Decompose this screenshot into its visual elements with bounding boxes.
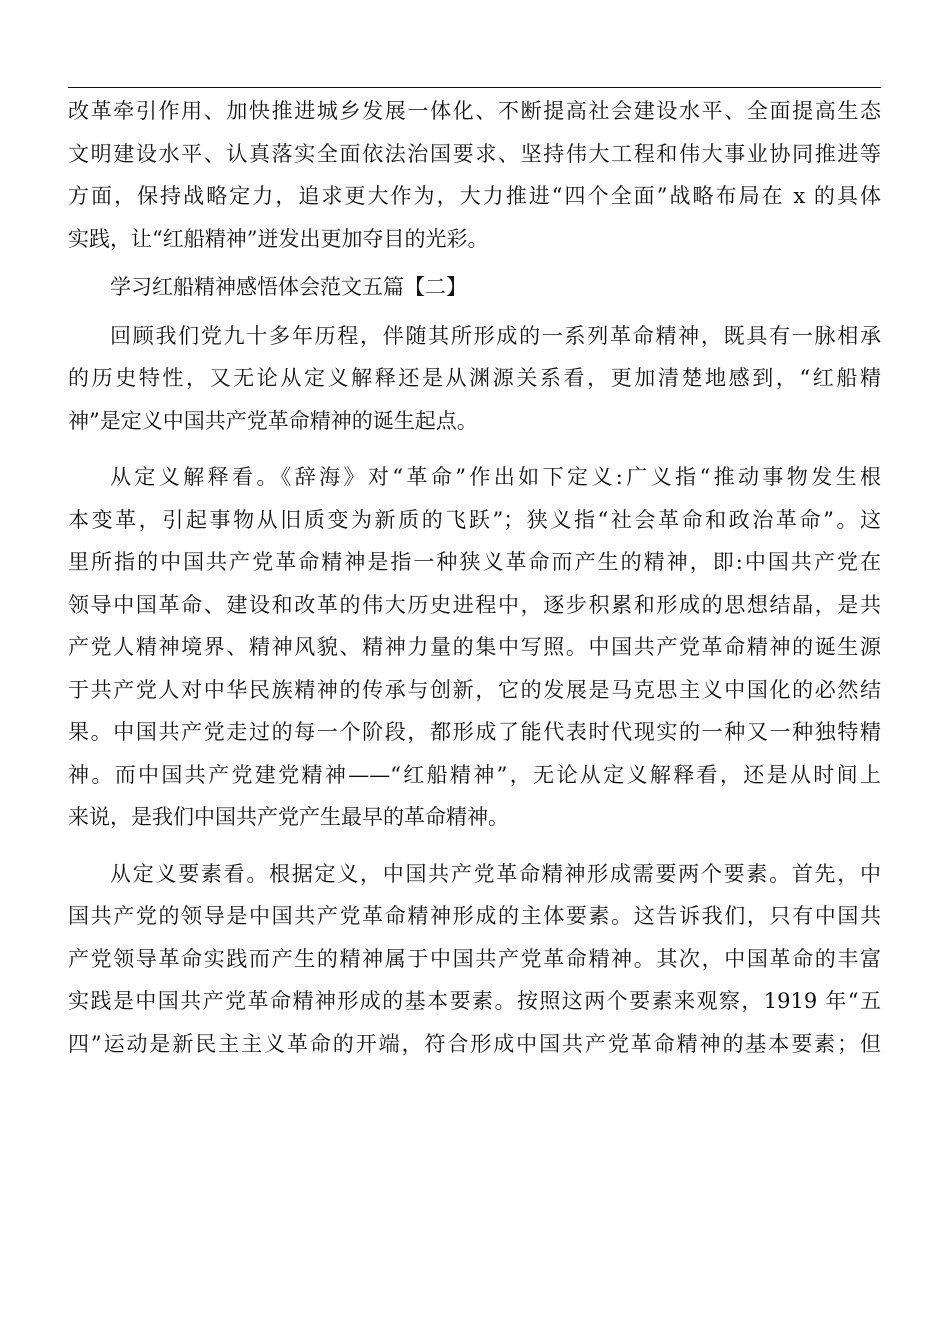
document-body [68,90,881,1065]
paragraph-line: 从定义要素看。根据定义，中国共产党革命精神形成需要两个要素。首先，中 [110,861,881,886]
paragraph-line: 四”运动是新民主主义革命的开端，符合形成中国共产党革命精神的基本要素；但 [68,1031,881,1056]
paragraph-line: 领导中国革命、建设和改革的伟大历史进程中，逐步积累和形成的思想结晶，是共 [68,592,881,617]
paragraph-line: 实践是中国共产党革命精神形成的基本要素。按照这两个要素来观察，1919 年“五 [68,989,881,1013]
paragraph-line: 于共产党人对中华民族精神的传承与创新，它的发展是马克思主义中国化的必然结 [68,677,881,702]
paragraph-line: 改革牵引作用、加快推进城乡发展一体化、不断提高社会建设水平、全面提高生态 [68,99,881,123]
header-rule [68,87,881,88]
spacer [68,839,881,853]
paragraph-3 [68,456,881,839]
section-heading-text: 学习红船精神感悟体会范文五篇【二】 [110,275,467,299]
spacer [68,442,881,456]
paragraph-2 [68,315,881,443]
paragraph-line: 神。而中国共产党建党精神——“红船精神”，无论从定义解释看，还是从时间上 [68,762,881,787]
paragraph-line: 文明建设水平、认真落实全面依法治国要求、坚持伟大工程和伟大事业协同推进等 [68,141,881,166]
paragraph-1 [68,90,881,260]
paragraph-line: 果。中国共产党走过的每一个阶段，都形成了能代表时代现实的一种又一种独特精 [68,720,881,744]
paragraph-line: 里所指的中国共产党革命精神是指一种狭义革命而产生的精神，即:中国共产党在 [68,550,881,574]
paragraph-line: 本变革，引起事物从旧质变为新质的飞跃”；狭义指“社会革命和政治革命”。这 [68,507,881,532]
paragraph-line: 产党人精神境界、精神风貌、精神力量的集中写照。中国共产党革命精神的诞生源 [68,635,881,659]
section-heading [68,266,881,309]
paragraph-line: 的历史特性，又无论从定义解释还是从渊源关系看，更加清楚地感到，“红船精 [68,366,881,390]
paragraph-line: 国共产党的领导是中国共产党革命精神形成的主体要素。这告诉我们，只有中国共 [68,904,881,928]
paragraph-line: 神”是定义中国共产党革命精神的诞生起点。 [68,408,478,433]
paragraph-line: 实践，让“红船精神”迸发出更加夺目的光彩。 [68,226,489,251]
paragraph-line: 从定义解释看。《辞海》对“革命”作出如下定义:广义指“推动事物发生根 [110,465,881,489]
paragraph-line: 产党领导革命实践而产生的精神属于中国共产党革命精神。其次，中国革命的丰富 [68,946,881,971]
paragraph-line: 回顾我们党九十多年历程，伴随其所形成的一系列革命精神，既具有一脉相承 [110,323,881,348]
paragraph-line: 方面，保持战略定力，追求更大作为，大力推进“四个全面”战略布局在 x 的具体 [68,184,881,208]
paragraph-4 [68,853,881,1066]
paragraph-line: 来说，是我们中国共产党产生最早的革命精神。 [68,805,509,829]
